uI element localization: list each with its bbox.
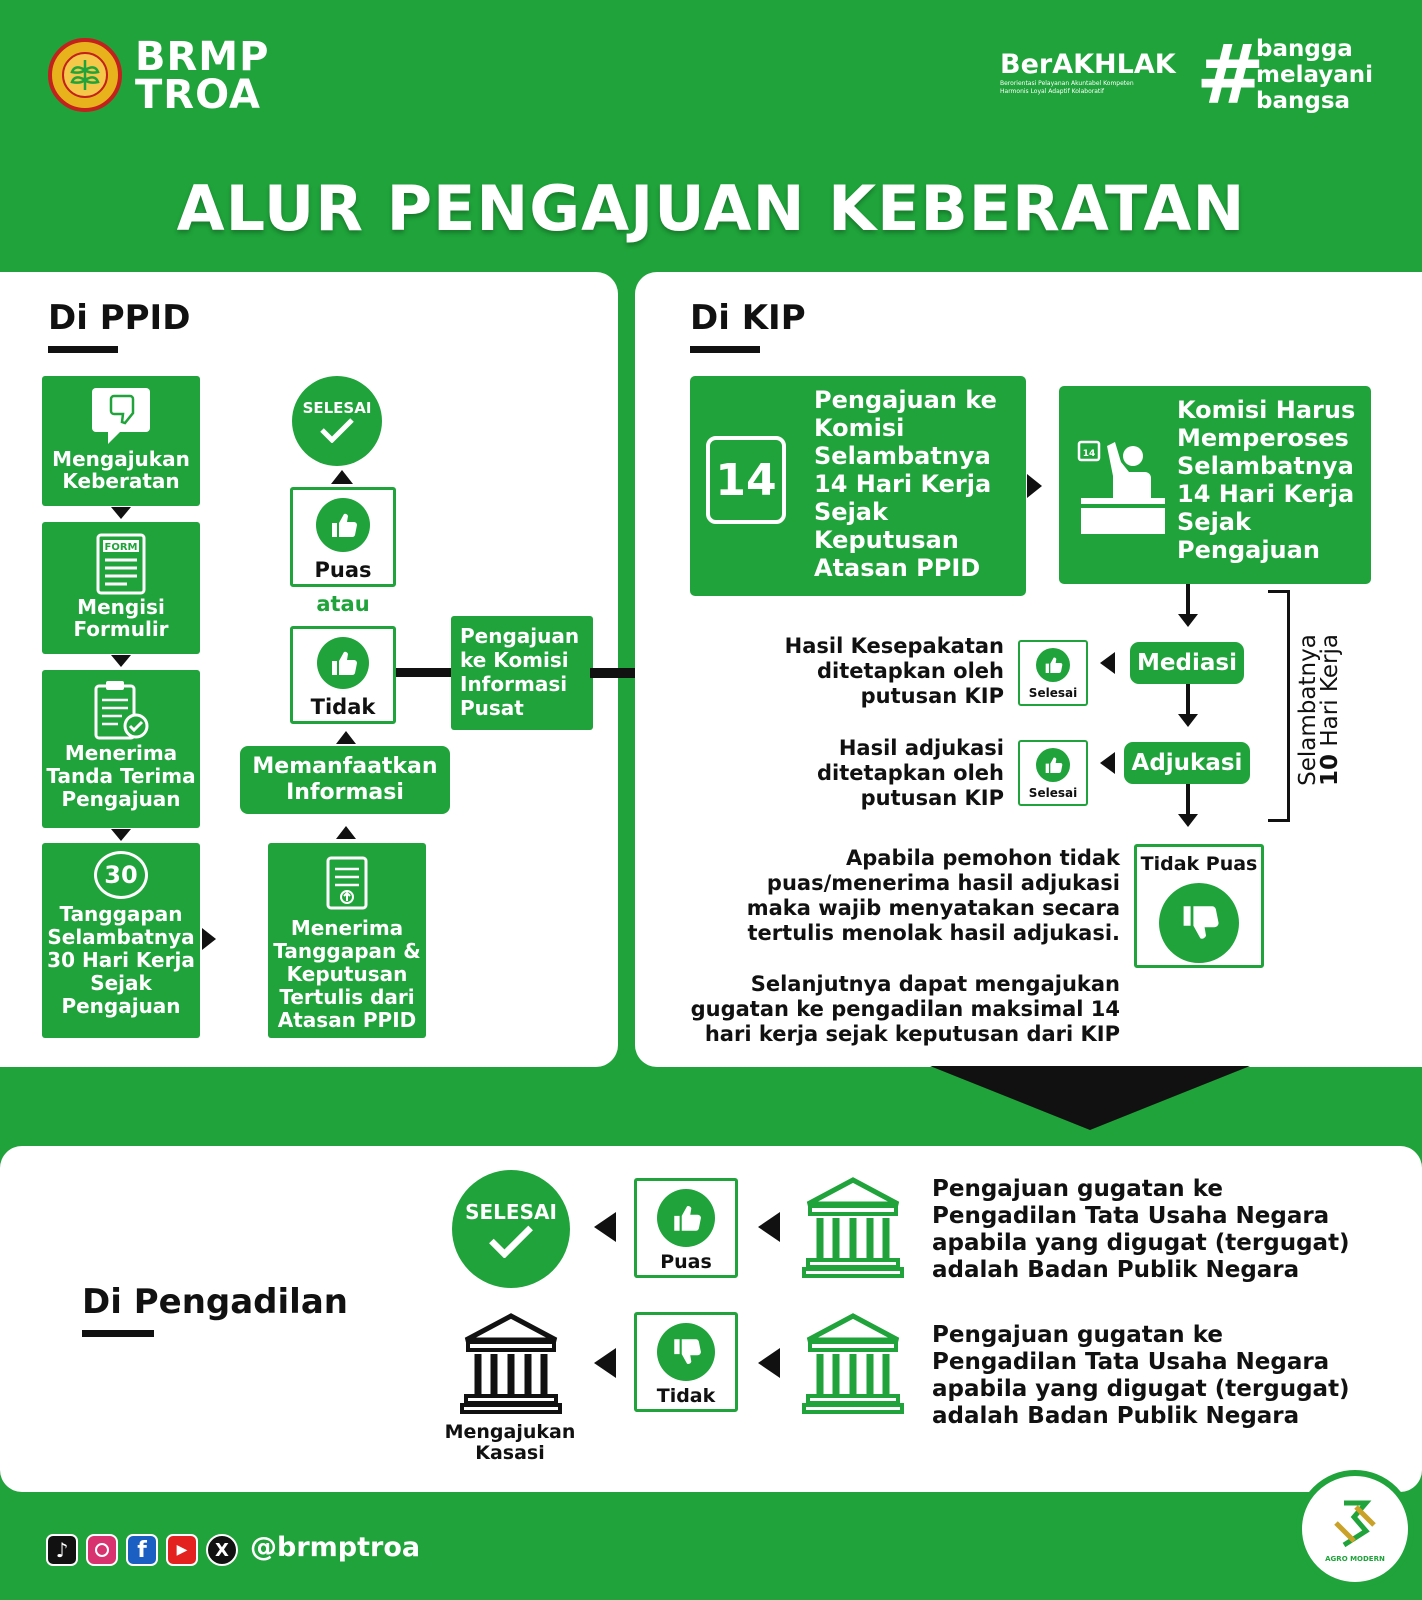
mediasi-stage: Mediasi (1130, 642, 1244, 684)
selesai-badge: SELESAI (452, 1170, 570, 1288)
svg-text:FORM: FORM (104, 542, 138, 553)
arrow-left-icon (758, 1212, 780, 1242)
thumbs-up-icon (1036, 748, 1070, 782)
step-menerima-tanda-terima: Menerima Tanda Terima Pengajuan (42, 670, 200, 828)
clipboard-check-icon (92, 678, 150, 742)
youtube-icon[interactable]: ▶ (166, 1534, 198, 1566)
arrow-left-icon (594, 1212, 616, 1242)
ppid-heading: Di PPID (48, 298, 191, 338)
svg-text:14: 14 (1082, 449, 1096, 459)
arrow-left-icon (1100, 652, 1115, 674)
arrow-down-icon (111, 507, 131, 519)
court-row1-text: Pengajuan gugatan ke Pengadilan Tata Usaha Negara apabila yang digugat (tergugat) adalah Badan Publik Negara (932, 1176, 1350, 1283)
thumbs-up-icon (316, 498, 370, 552)
person-desk-icon (1077, 434, 1169, 534)
arrow-down-icon (1178, 714, 1198, 727)
arrow-left-icon (1100, 752, 1115, 774)
arrow-right-icon (1027, 474, 1042, 498)
thumbs-up-icon (317, 637, 369, 689)
arrow-up-icon (336, 826, 356, 839)
thumbs-down-chat-icon (88, 384, 154, 448)
berakhlak-logo: BerAKHLAK Berorientasi Pelayanan Akuntabel Kompeten Harmonis Loyal Adaptif Kolaboratif (1000, 49, 1176, 95)
agro-modern-logo: AGRO MODERN (1296, 1470, 1414, 1588)
step-mengisi-formulir: FORM Mengisi Formulir (42, 522, 200, 654)
social-icons (46, 1534, 238, 1566)
pengajuan-komisi-pusat: Pengajuan ke Komisi Informasi Pusat (451, 616, 593, 730)
flow-line (1186, 584, 1190, 614)
kip-heading-underline (690, 346, 760, 353)
flow-line (1186, 684, 1190, 714)
thumbs-up-icon (1036, 648, 1070, 682)
courthouse-green-icon (802, 1176, 904, 1278)
step-tanggapan-30-hari: 30 Tanggapan Selambatnya 30 Hari Kerja Sejak Pengajuan (42, 843, 200, 1038)
cycle-14-icon: 14 (706, 436, 786, 524)
selesai-badge: SELESAI (292, 376, 382, 466)
tidak-outcome: Tidak (290, 626, 396, 724)
page-title: ALUR PENGAJUAN KEBERATAN (176, 172, 1246, 245)
puas-outcome: Puas (290, 487, 396, 587)
note-gugatan: Selanjutnya dapat mengajukan gugatan ke pengadilan maksimal 14 hari kerja sejak keputusan dari KIP (690, 972, 1120, 1046)
adjukasi-selesai: Selesai (1018, 740, 1088, 806)
adjukasi-stage: Adjukasi (1124, 742, 1250, 784)
arrow-down-icon (111, 655, 131, 667)
facebook-icon[interactable]: f (126, 1534, 158, 1566)
kip-heading: Di KIP (690, 298, 806, 338)
agro-modern-emblem-icon (1326, 1495, 1384, 1553)
court-puas-outcome: Puas (634, 1178, 738, 1278)
social-handle: @brmptroa (250, 1532, 421, 1563)
instagram-icon[interactable] (86, 1534, 118, 1566)
atau-label: atau (316, 592, 370, 616)
time-bracket (1268, 590, 1290, 822)
arrow-left-icon (594, 1348, 616, 1378)
big-arrow-down-icon (930, 1066, 1250, 1130)
bangga-melayani-bangsa: bangga melayani bangsa (1256, 36, 1374, 114)
step-memanfaatkan-informasi: Memanfaatkan Informasi (240, 746, 450, 814)
tidak-puas-outcome: Tidak Puas (1134, 844, 1264, 968)
brmp-logo (48, 38, 122, 112)
court-heading-underline (82, 1330, 154, 1337)
court-tidak-outcome: Tidak (634, 1312, 738, 1412)
tiktok-icon[interactable]: ♪ (46, 1534, 78, 1566)
mengajukan-kasasi-label: Mengajukan Kasasi (444, 1421, 576, 1464)
selambatnya-10-hari-label: Selambatnya 10 Hari Kerja (1295, 634, 1343, 786)
ppid-heading-underline (48, 346, 118, 353)
check-icon (487, 1224, 535, 1258)
hasil-kesepakatan-text: Hasil Kesepakatan ditetapkan oleh putusan KIP (784, 634, 1004, 708)
mediasi-selesai: Selesai (1018, 640, 1088, 706)
thumbs-up-icon (657, 1189, 715, 1247)
kip-step-proses: 14 Komisi Harus Memperoses Selambatnya 14 Hari Kerja Sejak Pengajuan (1059, 386, 1371, 584)
court-row2-text: Pengajuan gugatan ke Pengadilan Tata Usaha Negara apabila yang digugat (tergugat) adalah Badan Publik Negara (932, 1322, 1350, 1429)
arrow-right-icon (202, 928, 216, 950)
step-mengajukan-keberatan: Mengajukan Keberatan (42, 376, 200, 506)
brand-name: BRMP TROA (135, 34, 270, 118)
hasil-adjukasi-text: Hasil adjukasi ditetapkan oleh putusan KIP (817, 736, 1004, 810)
step-menerima-keputusan: Menerima Tanggapan & Keputusan Tertulis dari Atasan PPID (268, 843, 426, 1038)
form-icon (95, 532, 147, 596)
thumbs-down-icon (657, 1323, 715, 1381)
arrow-down-icon (111, 829, 131, 841)
arrow-left-icon (758, 1348, 780, 1378)
document-upload-icon (325, 855, 369, 911)
courthouse-black-icon (458, 1312, 564, 1414)
hashtag-icon: # (1196, 28, 1265, 123)
x-icon[interactable]: X (206, 1534, 238, 1566)
check-icon (319, 417, 355, 443)
thumbs-down-icon (1159, 883, 1239, 963)
arrow-up-icon (331, 470, 353, 484)
note-tidak-puas: Apabila pemohon tidak puas/menerima hasil adjukasi maka wajib menyatakan secara tertulis menolak hasil adjukasi. (746, 846, 1120, 945)
arrow-down-icon (1178, 814, 1198, 827)
kip-step-pengajuan: 14 Pengajuan ke Komisi Selambatnya 14 Hari Kerja Sejak Keputusan Atasan PPID (690, 376, 1026, 596)
flow-line (1186, 784, 1190, 814)
connector-line (396, 668, 454, 677)
arrow-down-icon (1178, 614, 1198, 627)
arrow-up-icon (336, 731, 356, 744)
courthouse-green-icon (802, 1312, 904, 1414)
court-heading: Di Pengadilan (82, 1282, 348, 1322)
cycle-30-icon: 30 (94, 851, 148, 899)
